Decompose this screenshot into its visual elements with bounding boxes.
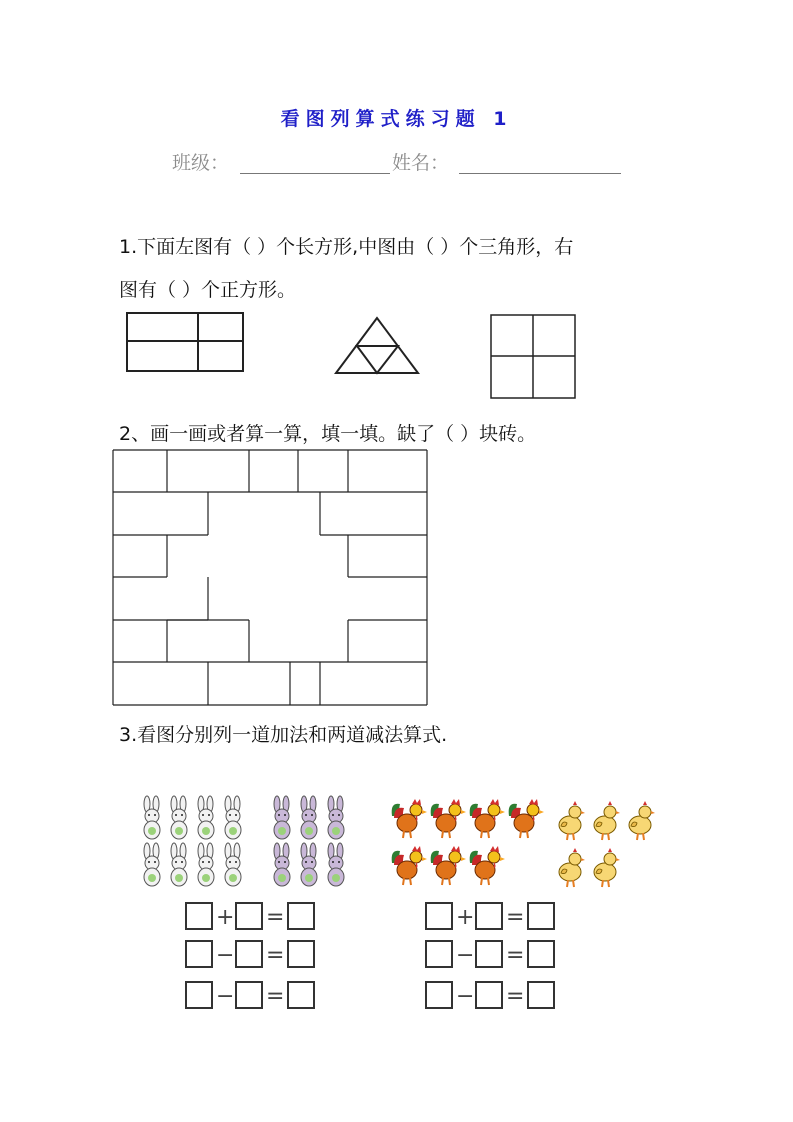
answer-box[interactable] (186, 941, 212, 967)
answer-box[interactable] (476, 903, 502, 929)
answer-box[interactable] (426, 982, 452, 1008)
answer-box[interactable] (288, 941, 314, 967)
equation-row (426, 982, 554, 1009)
equation-row (426, 941, 554, 968)
name-label: 姓名： (392, 152, 450, 174)
equals-sign: = (506, 984, 525, 1009)
question-1-line-2: 图有（ ）个正方形。 (119, 279, 297, 301)
answer-box[interactable] (426, 941, 452, 967)
operator-sign: − (456, 943, 475, 968)
answer-box[interactable] (528, 982, 554, 1008)
answer-box[interactable] (288, 982, 314, 1008)
operator-sign: + (216, 905, 235, 930)
answer-box[interactable] (476, 941, 502, 967)
page-title: 看图列算式练习题 1 (280, 108, 513, 130)
answer-box[interactable] (186, 982, 212, 1008)
equation-row (186, 982, 314, 1009)
class-label: 班级： (172, 152, 230, 174)
operator-sign: − (456, 984, 475, 1009)
answer-box[interactable] (288, 903, 314, 929)
operator-sign: + (456, 905, 475, 930)
question-1-line-1: 1.下面左图有（ ）个长方形,中图由（ ）个三角形，右 (119, 236, 574, 258)
operator-sign: − (216, 943, 235, 968)
equals-sign: = (506, 943, 525, 968)
equals-sign: = (266, 905, 285, 930)
answer-box[interactable] (476, 982, 502, 1008)
answer-box[interactable] (236, 903, 262, 929)
operator-sign: − (216, 984, 235, 1009)
answer-box[interactable] (528, 941, 554, 967)
answer-box[interactable] (426, 903, 452, 929)
answer-box[interactable] (186, 903, 212, 929)
equals-sign: = (266, 943, 285, 968)
answer-box[interactable] (236, 982, 262, 1008)
question-2-text: 2、画一画或者算一算，填一填。缺了（ ）块砖。 (119, 423, 537, 445)
question-3-text: 3.看图分别列一道加法和两道减法算式. (119, 724, 448, 746)
answer-box[interactable] (528, 903, 554, 929)
answer-box[interactable] (236, 941, 262, 967)
equation-row (426, 903, 554, 930)
equation-row (186, 903, 314, 930)
equation-row (186, 941, 314, 968)
equals-sign: = (506, 905, 525, 930)
equals-sign: = (266, 984, 285, 1009)
